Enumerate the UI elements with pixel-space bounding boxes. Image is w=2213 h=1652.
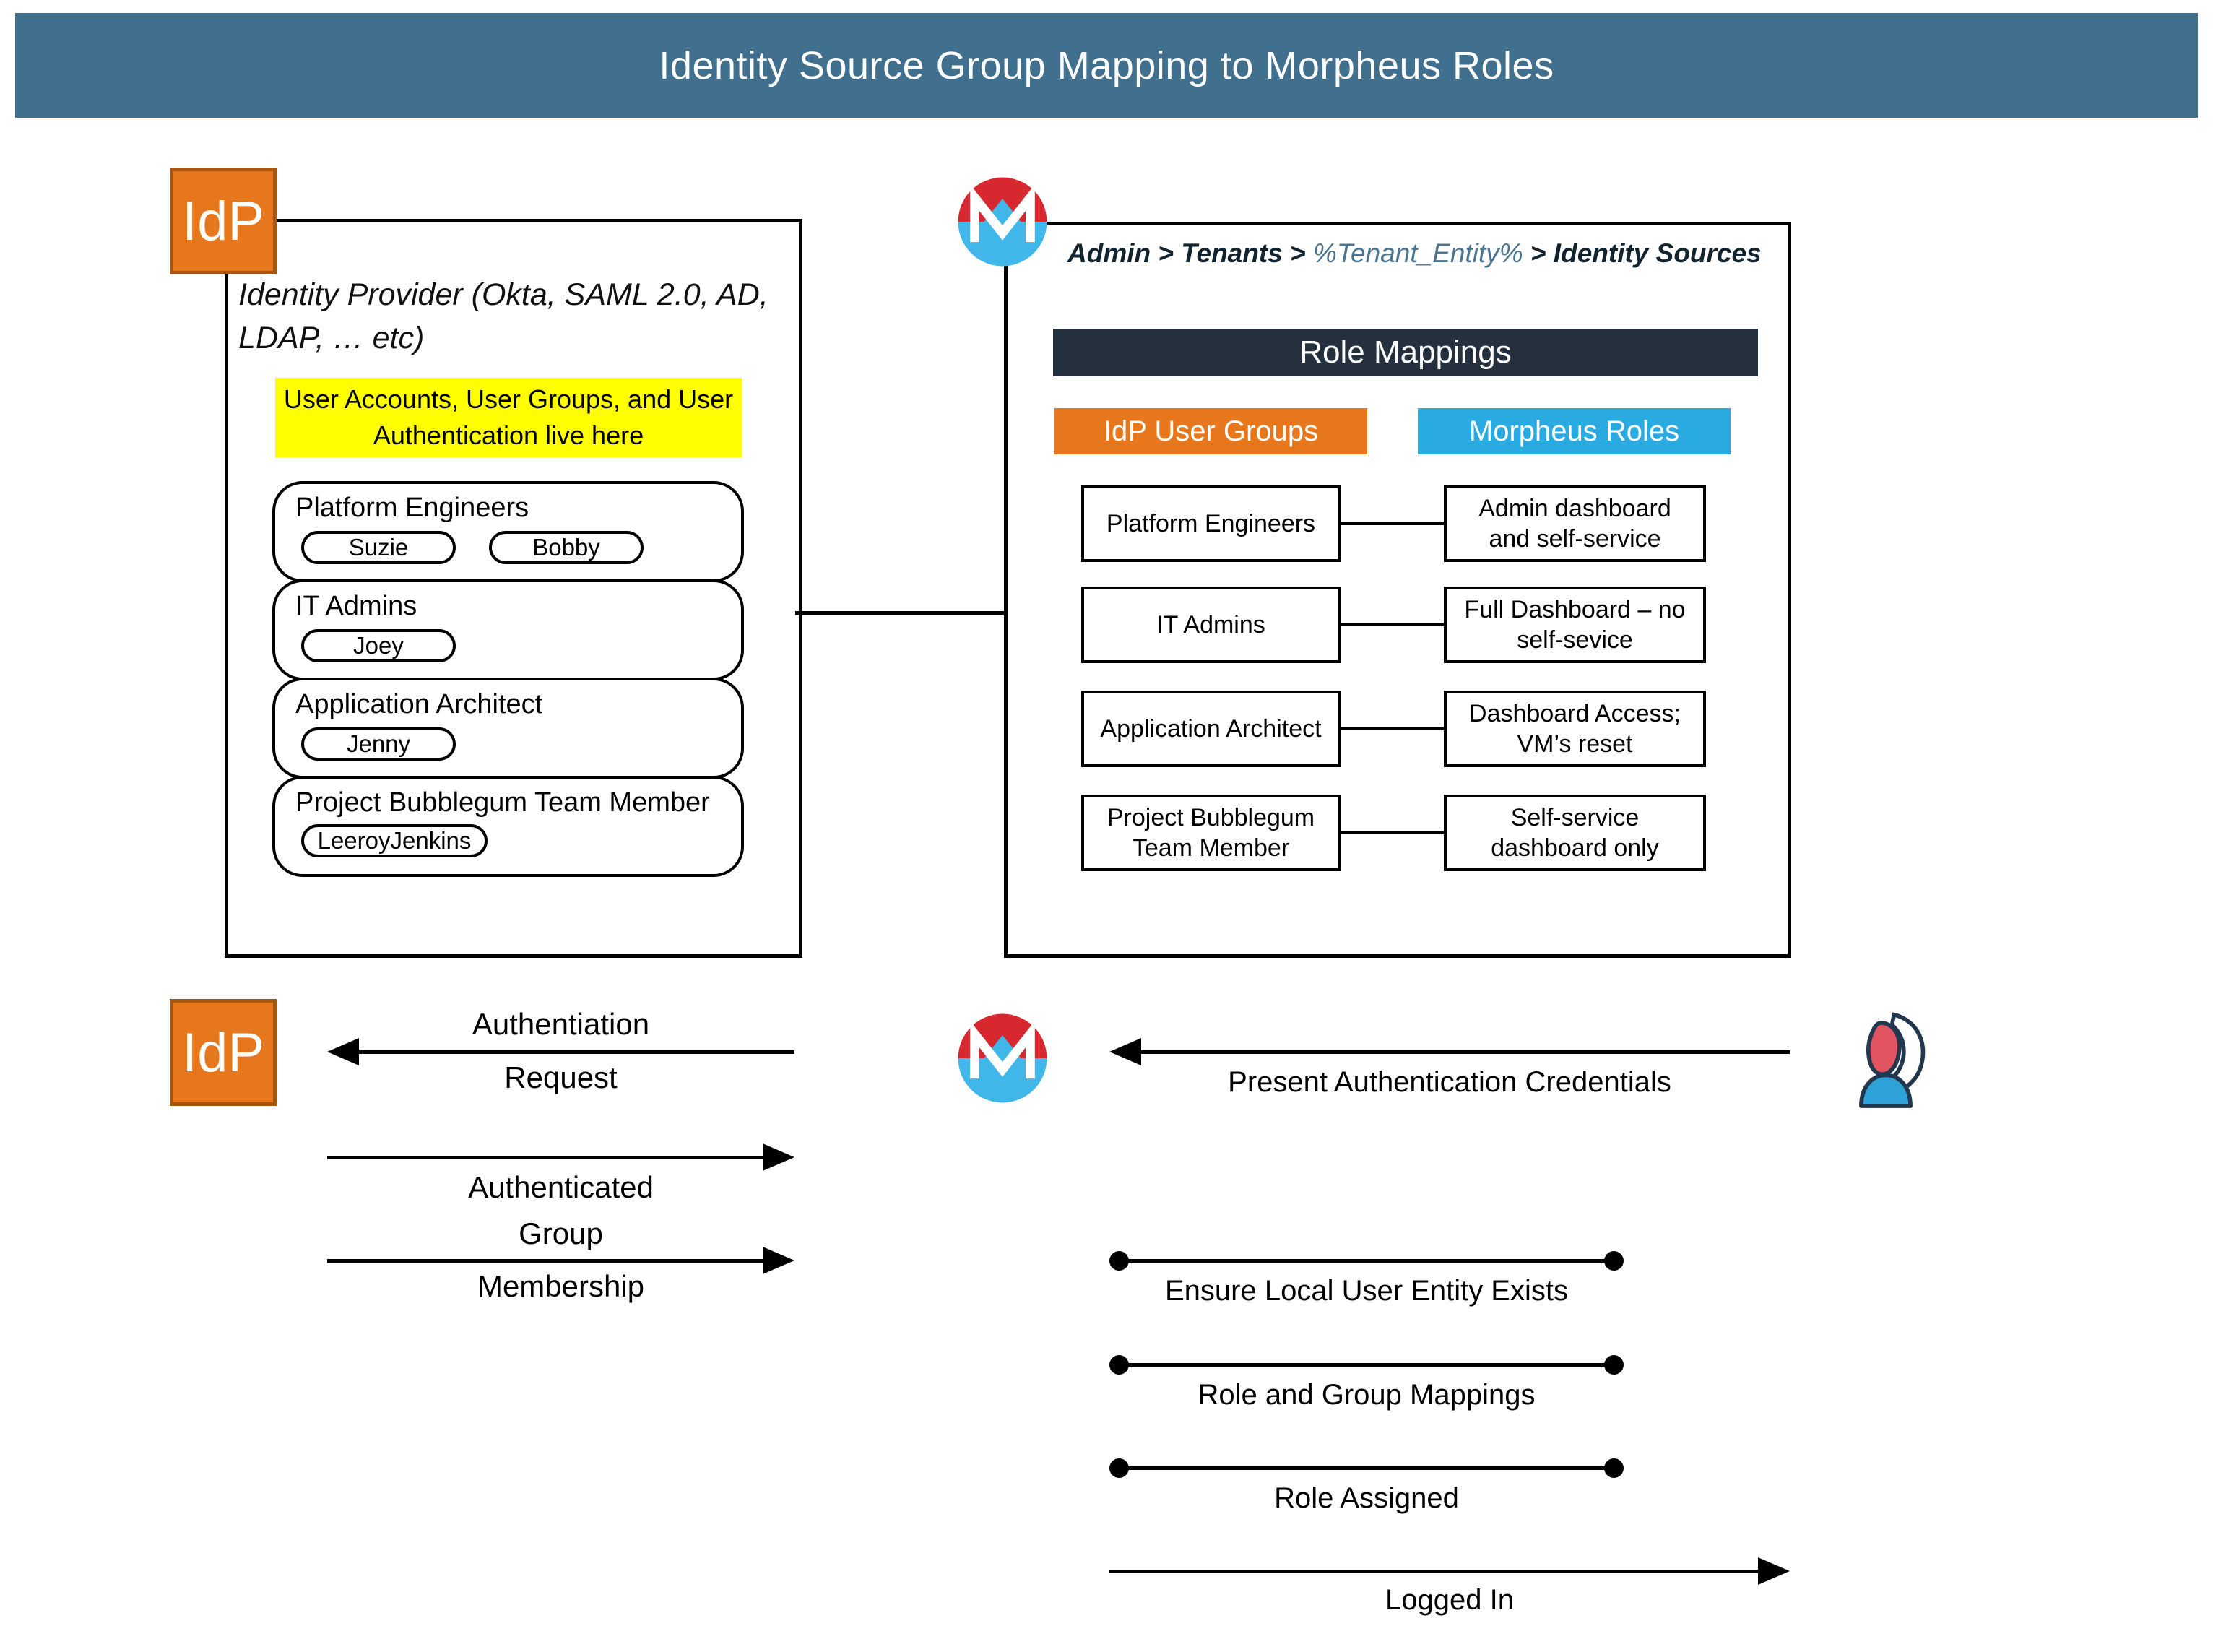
role-group-mappings-line <box>1112 1363 1621 1367</box>
user-pill: Jenny <box>301 727 456 761</box>
breadcrumb-tenant-token: %Tenant_Entity% <box>1312 238 1523 268</box>
idp-badge-bottom <box>170 999 277 1106</box>
auth-request-label-line1: Authentiation <box>472 1007 650 1041</box>
idp-group-card <box>272 776 744 877</box>
mapping-group-cell: Platform Engineers <box>1081 485 1341 562</box>
present-credentials-label: Present Authentication Credentials <box>1228 1066 1671 1098</box>
idp-group-card <box>272 481 744 582</box>
idp-badge-label: IdP <box>181 190 265 252</box>
role-assigned-line <box>1112 1466 1621 1470</box>
user-pill: LeeroyJenkins <box>301 824 488 857</box>
user-pill: Suzie <box>301 531 456 564</box>
user-pill: Joey <box>301 629 456 662</box>
column-header-idp-label: IdP User Groups <box>1103 415 1319 447</box>
logged-in-label: Logged In <box>1385 1584 1514 1616</box>
idp-group-list <box>272 481 744 874</box>
idp-group-card <box>272 678 744 779</box>
group-membership-label-line2: Membership <box>477 1269 645 1303</box>
column-header-morpheus-roles <box>1418 408 1731 454</box>
role-mappings-title: Role Mappings <box>1299 334 1512 370</box>
breadcrumb-suffix: > Identity Sources <box>1523 238 1762 268</box>
mapping-row <box>1081 587 1706 663</box>
ensure-local-user-line <box>1112 1259 1621 1263</box>
group-membership-label-line1: Group <box>519 1216 603 1250</box>
group-label: Platform Engineers <box>295 493 529 523</box>
mapping-role-cell: Dashboard Access; VM’s reset <box>1444 691 1706 767</box>
mapping-group-cell: Project Bubblegum Team Member <box>1081 795 1341 871</box>
mapping-connector <box>1341 727 1444 730</box>
idp-badge-top <box>170 168 277 274</box>
mapping-role-cell: Admin dashboard and self-service <box>1444 485 1706 562</box>
auth-request-label-line2: Request <box>504 1060 618 1094</box>
group-label: Project Bubblegum Team Member <box>295 787 710 818</box>
breadcrumb-prefix: Admin > Tenants > <box>1067 238 1313 268</box>
mapping-row <box>1081 691 1706 767</box>
highlight-note: User Accounts, User Groups, and User Authentication live here <box>275 378 742 457</box>
user-icon <box>1835 1006 1937 1118</box>
title-bar <box>15 13 2198 118</box>
column-header-idp-user-groups <box>1054 408 1367 454</box>
idp-to-morpheus-connector <box>795 611 1005 615</box>
morpheus-logo-icon <box>956 1012 1049 1104</box>
mapping-connector <box>1341 623 1444 626</box>
mapping-connector <box>1341 522 1444 525</box>
mapping-connector <box>1341 831 1444 834</box>
mapping-role-cell: Self-service dashboard only <box>1444 795 1706 871</box>
identity-provider-description: Identity Provider (Okta, SAML 2.0, AD, LDAP, … etc) <box>238 277 768 355</box>
present-credentials-arrow <box>1109 1037 1790 1066</box>
role-assigned-label: Role Assigned <box>1274 1482 1459 1514</box>
mapping-row <box>1081 485 1706 562</box>
group-label: IT Admins <box>295 591 417 621</box>
authenticated-arrow <box>327 1143 794 1172</box>
mapping-group-cell: IT Admins <box>1081 587 1341 663</box>
morpheus-logo-icon <box>956 176 1049 268</box>
role-group-mappings-label: Role and Group Mappings <box>1198 1379 1536 1411</box>
column-header-roles-label: Morpheus Roles <box>1468 415 1680 447</box>
user-pill: Bobby <box>489 531 644 564</box>
breadcrumb <box>1067 238 1762 269</box>
group-label: Application Architect <box>295 689 543 719</box>
mapping-group-cell: Application Architect <box>1081 691 1341 767</box>
role-mappings-header <box>1053 329 1758 376</box>
ensure-local-user-label: Ensure Local User Entity Exists <box>1165 1275 1568 1307</box>
idp-badge-label: IdP <box>181 1021 265 1084</box>
authenticated-label: Authenticated <box>468 1170 654 1204</box>
idp-group-card <box>272 579 744 680</box>
mapping-role-cell: Full Dashboard – no self-sevice <box>1444 587 1706 663</box>
logged-in-arrow <box>1109 1557 1790 1586</box>
mapping-row <box>1081 795 1706 871</box>
page-title: Identity Source Group Mapping to Morpheus Roles <box>659 43 1554 87</box>
